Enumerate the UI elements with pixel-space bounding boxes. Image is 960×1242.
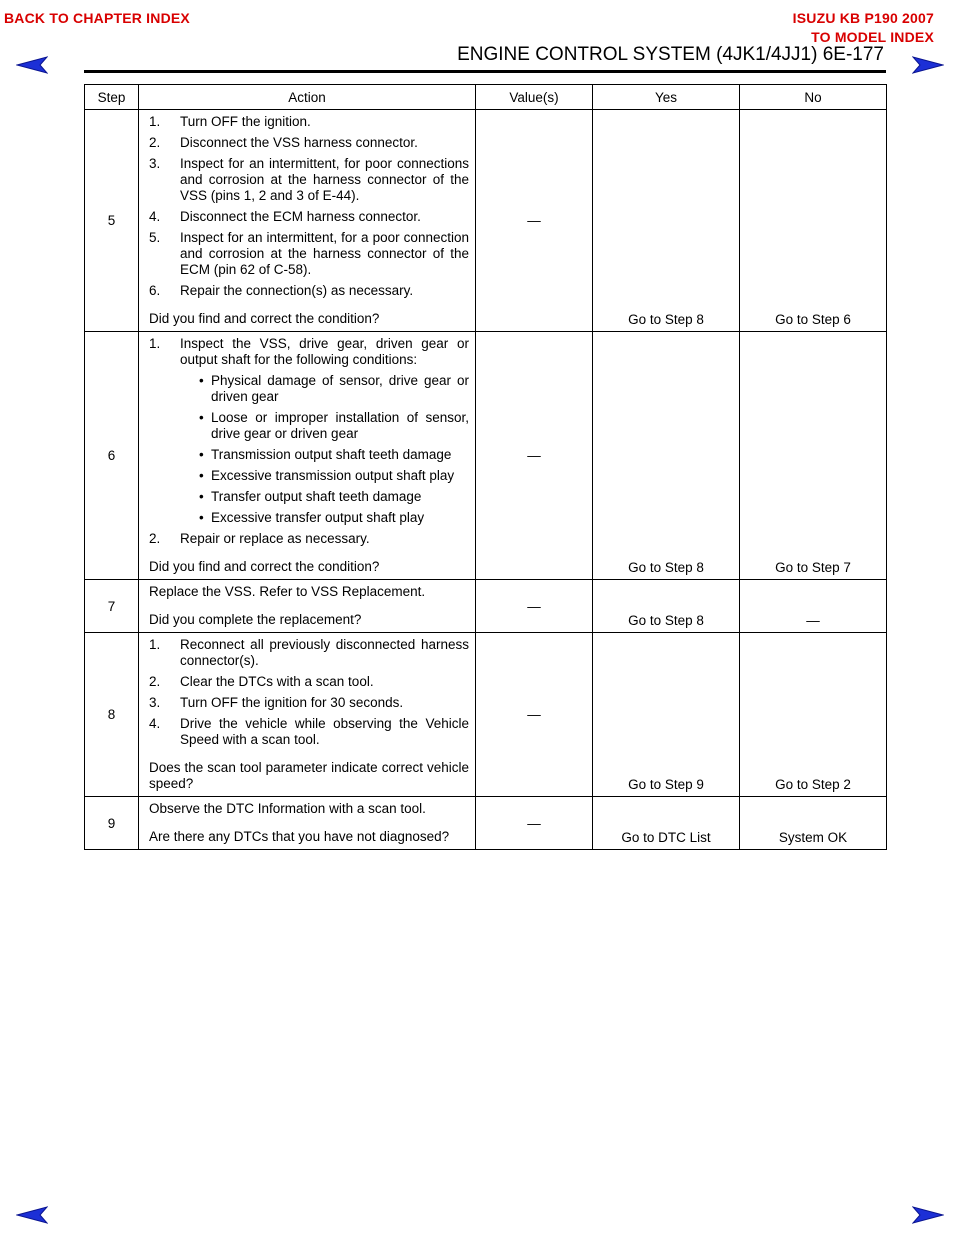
diagnostic-table xyxy=(84,84,887,850)
value-cell: — xyxy=(476,580,593,633)
step-number: 7 xyxy=(85,580,139,633)
bullet-item: • Loose or improper installation of sensor, drive gear or driven gear xyxy=(180,410,469,442)
table-row xyxy=(85,633,887,797)
bullet-item: • Transfer output shaft teeth damage xyxy=(180,489,469,505)
action-text: Observe the DTC Information with a scan tool. xyxy=(149,801,426,816)
list-item: 4. Disconnect the ECM harness connector. xyxy=(149,209,421,224)
arrow-left-icon[interactable] xyxy=(16,56,48,74)
value-cell: — xyxy=(476,110,593,332)
action-cell xyxy=(139,332,476,580)
column-header: Value(s) xyxy=(476,85,593,110)
list-item: 1. Inspect the VSS, drive gear, driven gear or output shaft for the following conditions: • Physical damage of sensor, drive gear or driven gear • Loose or improper installation of sensor, drive gear or driven gear • Transmission output shaft teeth damage • Excessive transmission output shaft play • Transfer output shaft teeth damage • Excessive transfer output shaft play xyxy=(149,336,469,526)
to-model-index-link[interactable]: TO MODEL INDEX xyxy=(811,29,934,45)
list-item: 2. Disconnect the VSS harness connector. xyxy=(149,135,418,150)
bullet-item: • Transmission output shaft teeth damage xyxy=(180,447,469,463)
list-item: 2. Clear the DTCs with a scan tool. xyxy=(149,674,374,689)
bullet-item: • Excessive transfer output shaft play xyxy=(180,510,469,526)
header-rule xyxy=(84,70,886,73)
table-row xyxy=(85,797,887,850)
bullet-item: • Excessive transmission output shaft play xyxy=(180,468,469,484)
arrow-left-icon[interactable] xyxy=(16,1206,48,1224)
question-text: Are there any DTCs that you have not diagnosed? xyxy=(149,829,450,844)
question-text: Did you find and correct the condition? xyxy=(149,311,380,326)
yes-cell: Go to Step 8 xyxy=(593,110,740,332)
column-header: Action xyxy=(139,85,476,110)
value-cell: — xyxy=(476,332,593,580)
step-number: 8 xyxy=(85,633,139,797)
no-cell: Go to Step 2 xyxy=(740,633,887,797)
question-text: Did you find and correct the condition? xyxy=(149,559,380,574)
no-cell: Go to Step 7 xyxy=(740,332,887,580)
value-cell: — xyxy=(476,633,593,797)
yes-cell: Go to Step 9 xyxy=(593,633,740,797)
list-item: 6. Repair the connection(s) as necessary. xyxy=(149,283,414,298)
arrow-right-icon[interactable] xyxy=(912,1206,944,1224)
action-cell xyxy=(139,797,476,850)
question-text: Did you complete the replacement? xyxy=(149,612,362,627)
yes-cell: Go to Step 8 xyxy=(593,332,740,580)
column-header: Yes xyxy=(593,85,740,110)
model-title-link[interactable]: ISUZU KB P190 2007 xyxy=(792,10,934,26)
no-cell: — xyxy=(740,580,887,633)
value-cell: — xyxy=(476,797,593,850)
yes-cell: Go to DTC List xyxy=(593,797,740,850)
page-header: ENGINE CONTROL SYSTEM (4JK1/4JJ1) 6E-177 xyxy=(457,44,884,65)
no-cell: Go to Step 6 xyxy=(740,110,887,332)
yes-cell: Go to Step 8 xyxy=(593,580,740,633)
action-cell xyxy=(139,580,476,633)
bullet-item: • Physical damage of sensor, drive gear or driven gear xyxy=(180,373,469,405)
column-header: Step xyxy=(85,85,139,110)
table-row xyxy=(85,332,887,580)
step-number: 6 xyxy=(85,332,139,580)
list-item: 2. Repair or replace as necessary. xyxy=(149,531,370,546)
list-item: 4. Drive the vehicle while observing the Vehicle Speed with a scan tool. xyxy=(149,716,469,747)
list-item: 3. Turn OFF the ignition for 30 seconds. xyxy=(149,695,404,710)
no-cell: System OK xyxy=(740,797,887,850)
list-item: 1. Turn OFF the ignition. xyxy=(149,114,311,129)
list-item: 1. Reconnect all previously disconnected harness connector(s). xyxy=(149,637,469,668)
action-cell xyxy=(139,633,476,797)
list-item: 5. Inspect for an intermittent, for a poor connection and corrosion at the harness connector of the ECM (pin 62 of C-58). xyxy=(149,230,469,277)
arrow-right-icon[interactable] xyxy=(912,56,944,74)
action-cell xyxy=(139,110,476,332)
list-item: 3. Inspect for an intermittent, for poor connections and corrosion at the harness connector of the VSS (pins 1, 2 and 3 of E-44). xyxy=(149,156,469,203)
column-header: No xyxy=(740,85,887,110)
table-row xyxy=(85,580,887,633)
back-to-chapter-index-link[interactable]: BACK TO CHAPTER INDEX xyxy=(4,10,190,26)
step-number: 9 xyxy=(85,797,139,850)
action-text: Replace the VSS. Refer to VSS Replacement. xyxy=(149,584,426,599)
table-row xyxy=(85,110,887,332)
question-text: Does the scan tool parameter indicate correct vehicle speed? xyxy=(149,760,469,791)
step-number: 5 xyxy=(85,110,139,332)
table-header-row xyxy=(85,85,887,110)
